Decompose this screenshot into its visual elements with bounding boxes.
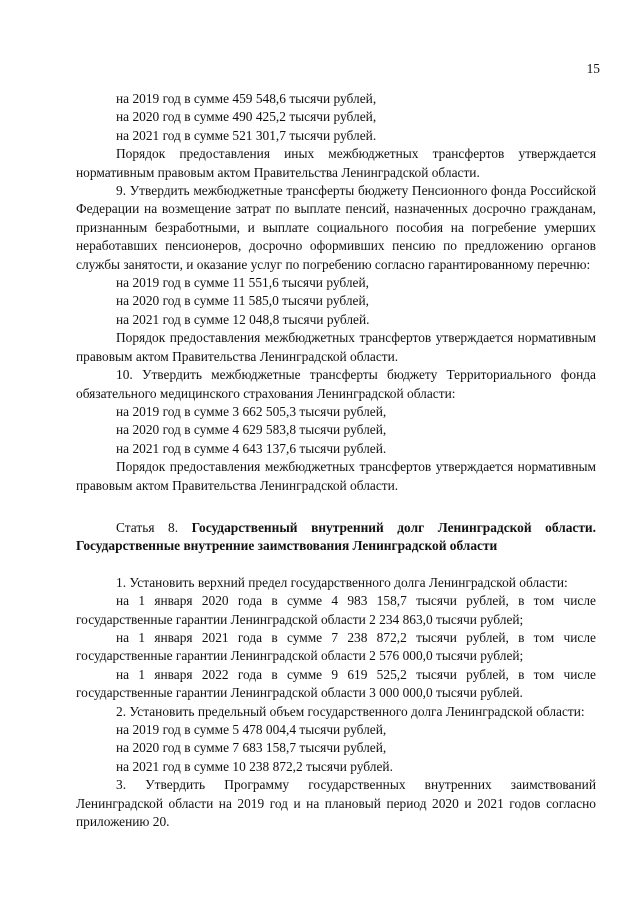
year-line: на 2020 год в сумме 7 683 158,7 тысячи рублей,: [116, 740, 387, 756]
year-line: на 2021 год в сумме 10 238 872,2 тысячи рублей.: [116, 758, 393, 774]
debt-limit-entry: на 1 января 2020 года в сумме 4 983 158,7 тысячи рублей, в том числе государственные гарантии Ленинградской области 2 234 863,0 тысячи рублей;: [76, 593, 596, 627]
year-line: на 2019 год в сумме 3 662 505,3 тысячи рублей,: [116, 403, 387, 419]
debt-limit-entry: на 1 января 2021 года в сумме 7 238 872,2 тысячи рублей, в том числе государственные гарантии Ленинградской области 2 576 000,0 тысячи рублей;: [76, 629, 596, 664]
article-8-item-2: 2. Установить предельный объем государственного долга Ленинградской области:: [116, 703, 585, 719]
year-line: на 2020 год в сумме 11 585,0 тысячи рублей,: [116, 293, 369, 309]
document-body: [76, 90, 596, 831]
year-line: на 2019 год в сумме 459 548,6 тысячи рублей,: [116, 91, 377, 106]
article-8-item-1: 1. Установить верхний предел государственного долга Ленинградской области:: [116, 574, 568, 590]
page-number: 15: [586, 61, 600, 76]
item-9-paragraph: 9. Утвердить межбюджетные трансферты бюджету Пенсионного фонда Российской Федерации на возмещение затрат по выплате пенсий, назначенных досрочно гражданам, признанным безработными, и выплате социального пособия на погребение умерших неработавших пенсионеров, досрочно оформивших пенсию по предложению органов службы занятости, и оказание услуг по погребению согласно гарантированному перечню:: [76, 183, 596, 272]
year-line: на 2021 год в сумме 4 643 137,6 тысячи рублей.: [116, 440, 387, 456]
article-8-title: Государственный внутренний долг Ленинградской области. Государственные внутренние заимствования Ленинградской области: [76, 519, 596, 554]
order-paragraph: Порядок предоставления иных межбюджетных трансфертов утверждается нормативным правовым актом Правительства Ленинградской области.: [76, 146, 596, 180]
year-line: на 2021 год в сумме 521 301,7 тысячи рублей.: [116, 127, 377, 143]
article-8-item-3: 3. Утвердить Программу государственных внутренних заимствований Ленинградской области на 2019 год и на плановый период 2020 и 2021 годов согласно приложению 20.: [76, 777, 596, 830]
order-paragraph: Порядок предоставления межбюджетных трансфертов утверждается нормативным правовым актом Правительства Ленинградской области.: [76, 330, 596, 364]
debt-limit-entry: на 1 января 2022 года в сумме 9 619 525,2 тысячи рублей, в том числе государственные гарантии Ленинградской области 3 000 000,0 тысячи рублей.: [76, 666, 596, 701]
year-line: на 2019 год в сумме 11 551,6 тысячи рублей,: [116, 275, 369, 291]
year-line: на 2020 год в сумме 4 629 583,8 тысячи рублей,: [116, 422, 387, 438]
article-8-prefix: Статья 8.: [116, 519, 192, 535]
year-line: на 2021 год в сумме 12 048,8 тысячи рублей.: [116, 311, 370, 327]
item-10-paragraph: 10. Утвердить межбюджетные трансферты бюджету Территориального фонда обязательного медицинского страхования Ленинградской области:: [76, 367, 596, 401]
year-line: на 2020 год в сумме 490 425,2 тысячи рублей,: [116, 109, 377, 125]
order-paragraph: Порядок предоставления межбюджетных трансфертов утверждается нормативным правовым актом Правительства Ленинградской области.: [76, 459, 596, 493]
spacer: [76, 556, 596, 574]
article-8-heading: [76, 519, 596, 556]
year-line: на 2019 год в сумме 5 478 004,4 тысячи рублей,: [116, 722, 387, 737]
spacer: [76, 495, 596, 519]
